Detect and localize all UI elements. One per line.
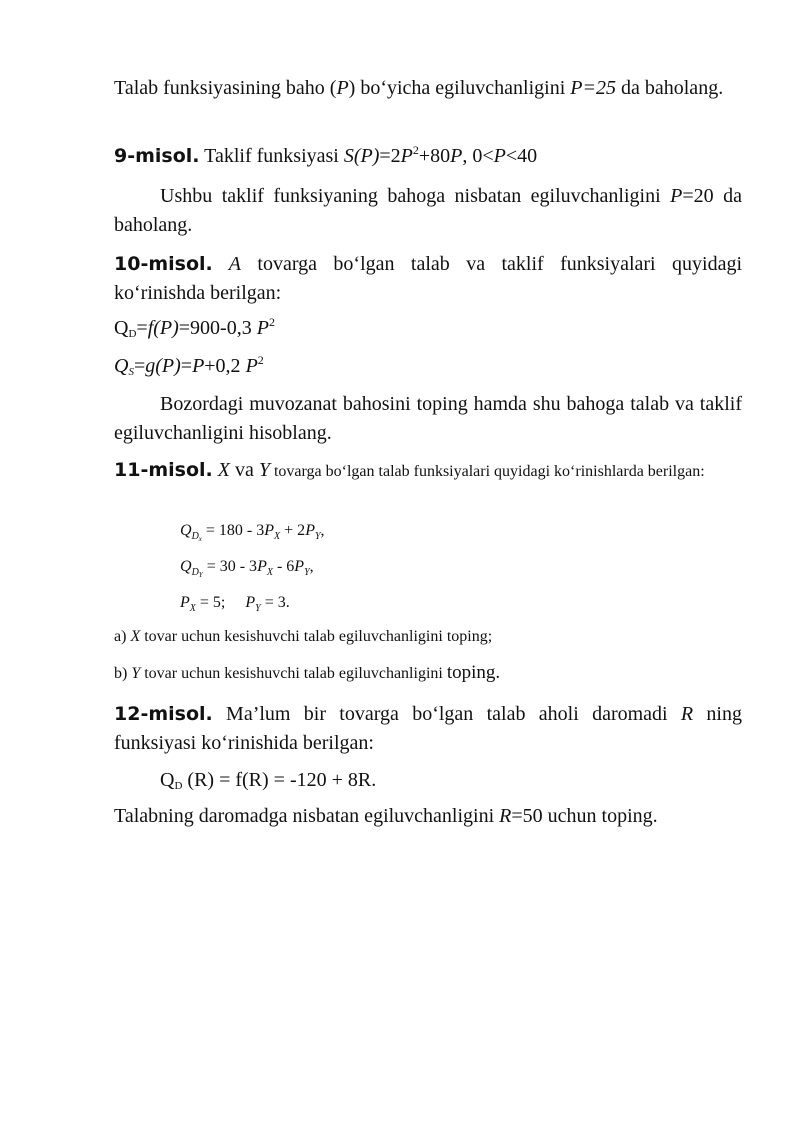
subscript-d: D [191, 531, 199, 542]
text: = [133, 355, 146, 377]
example-title: 10-misol. [114, 253, 213, 275]
var: P [192, 355, 205, 377]
text: tovar uchun kesishuvchi talab egiluvchanligini toping; [140, 628, 493, 645]
text: =20 da baholang. [114, 185, 742, 236]
subscript: D [128, 328, 137, 340]
var: R [499, 805, 512, 827]
var: P [180, 594, 190, 611]
exponent: 2 [268, 315, 275, 329]
var: P [493, 145, 506, 167]
var: Q [180, 522, 192, 539]
subscript: X [274, 531, 281, 542]
exponent: 2 [257, 353, 264, 367]
text: =2 [379, 145, 401, 167]
var: Y [258, 459, 270, 481]
task-a [114, 624, 742, 650]
var: X [212, 459, 230, 481]
value-p: P=25 [570, 77, 616, 99]
text: tovarga bo‘lgan talab va taklif funksiyalari quyidagi ko‘rinishda berilgan: [114, 253, 743, 304]
text: Taklif funksiyasi [199, 145, 344, 167]
var: X [130, 628, 141, 645]
text: a) [114, 628, 131, 645]
example-12-task [114, 802, 742, 831]
text: Q [114, 317, 129, 339]
task-b [114, 660, 742, 687]
var: P [305, 522, 315, 539]
text: + 2 [280, 522, 306, 539]
text: da baholang. [616, 77, 724, 99]
text: = [136, 317, 148, 339]
text: tovarga bo‘lgan talab funksiyalari quyidagi ko‘rinishlarda berilgan: [269, 463, 705, 480]
equation-qdy [180, 556, 314, 578]
var: g(P) [145, 355, 181, 377]
text: = 30 - 3 [202, 558, 258, 575]
text: ning funksiyasi ko‘rinishida berilgan: [114, 703, 742, 754]
text: Q [160, 769, 175, 791]
text: , 0< [462, 145, 494, 167]
example-title: 9-misol. [114, 145, 200, 167]
var: S(P) [343, 145, 380, 167]
text: Talab funksiyasining baho ( [114, 77, 337, 99]
exponent: 2 [412, 143, 419, 157]
equation-qdx [180, 520, 325, 542]
text: ) bo‘yicha egiluvchanligini [348, 77, 571, 99]
var: Q [114, 355, 129, 377]
var: R [680, 703, 694, 725]
var: Q [180, 558, 192, 575]
var: P [670, 185, 683, 207]
var: P [294, 558, 305, 575]
var-p: P [336, 77, 349, 99]
example-title: 12-misol. [114, 703, 213, 725]
text: Talabning daromadga nisbatan egiluvchanligini [114, 805, 500, 827]
example-title: 11-misol. [114, 459, 213, 481]
var: A [212, 253, 241, 275]
text: =50 uchun toping. [511, 805, 658, 827]
text: tovar uchun kesishuvchi talab egiluvchanligini [140, 665, 447, 682]
var: P [245, 355, 258, 377]
text: =900-0,3 [178, 317, 257, 339]
text: <40 [505, 145, 538, 167]
text: +0,2 [204, 355, 246, 377]
text: = 3. [260, 594, 290, 611]
supply-function [114, 352, 742, 381]
example-9-body [114, 182, 742, 240]
text: +80 [418, 145, 451, 167]
equation-prices [180, 592, 290, 614]
text: Ma’lum bir tovarga bo‘lgan talab aholi daromadi [212, 703, 681, 725]
subscript [192, 531, 202, 542]
var: Y [131, 665, 141, 682]
text: , [309, 558, 314, 575]
subscript [192, 567, 203, 578]
var: P [257, 558, 267, 575]
text: (R) = f(R) = -120 + 8R. [182, 769, 377, 791]
text: - 6 [272, 558, 295, 575]
var: P [256, 317, 269, 339]
subscript: X [189, 603, 196, 614]
example-11-heading [114, 456, 742, 485]
text: va [229, 459, 259, 481]
text: = [180, 355, 193, 377]
example-9-heading [114, 142, 742, 171]
subscript: Y [255, 603, 261, 614]
intro-paragraph [114, 74, 742, 103]
demand-function [114, 314, 742, 343]
income-function [160, 766, 720, 795]
subscript-sub: Y [198, 571, 203, 579]
var: P [450, 145, 463, 167]
example-12-heading [114, 700, 742, 758]
var: f(P) [147, 317, 179, 339]
subscript-d: D [191, 567, 199, 578]
example-10-body: Bozordagi muvozanat bahosini toping hamda shu bahoga talab va taklif egiluvchanligini hisoblang. [114, 393, 742, 444]
subscript: D [174, 780, 183, 792]
var: P [264, 522, 275, 539]
subscript: S [128, 366, 134, 378]
text: b) [114, 665, 132, 682]
subscript: Y [314, 531, 321, 542]
text: Ushbu taklif funksiyaning bahoga nisbatan egiluvchanligini [160, 185, 671, 207]
subscript: Y [304, 567, 310, 578]
var: P [245, 594, 256, 611]
text: = 5; [195, 594, 226, 611]
subscript: X [266, 567, 273, 578]
text: = 180 - 3 [201, 522, 265, 539]
text: toping. [446, 662, 501, 683]
text: , [320, 522, 325, 539]
subscript-sub: x [198, 535, 202, 543]
var: P [400, 145, 413, 167]
example-10-heading [114, 250, 742, 308]
